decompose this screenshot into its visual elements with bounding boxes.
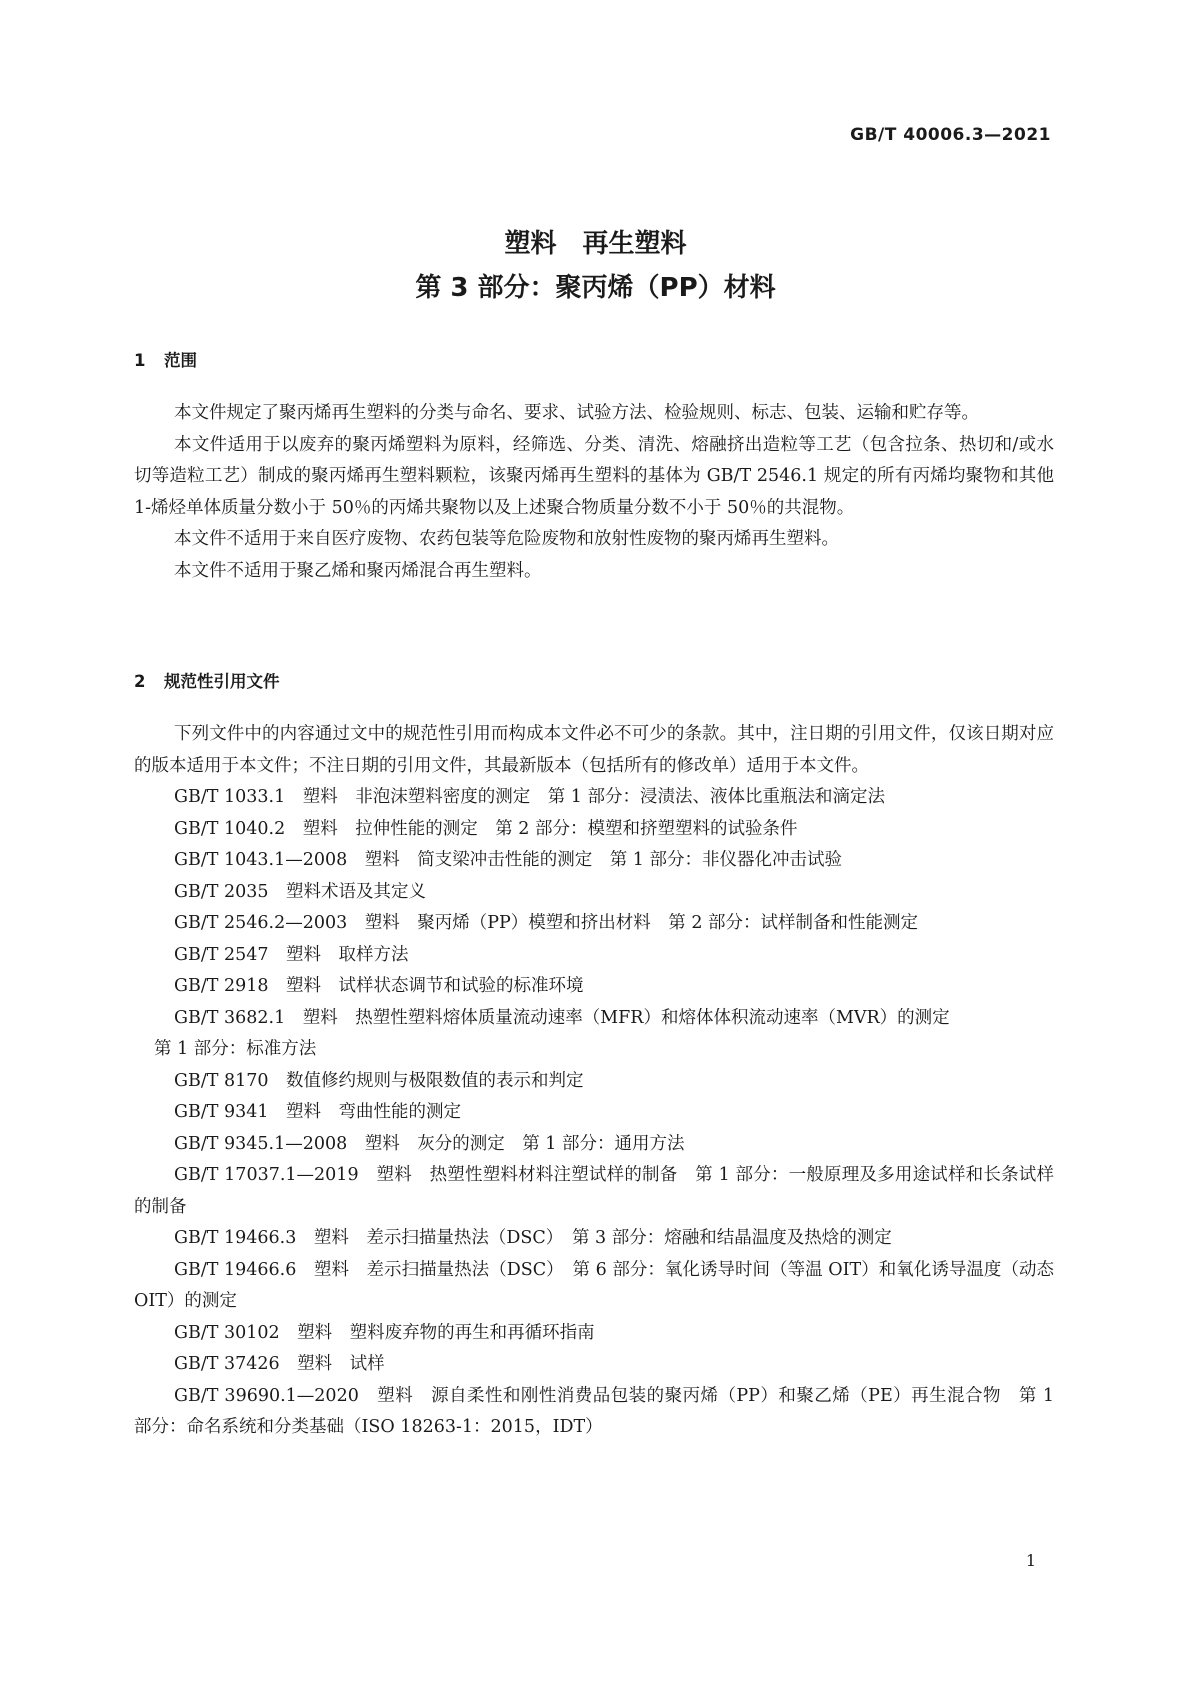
reference-item: GB/T 37426 塑料 试样 [174, 1354, 385, 1374]
reference-item: GB/T 1033.1 塑料 非泡沫塑料密度的测定 第 1 部分：浸渍法、液体比重瓶法和滴定法 [174, 787, 885, 807]
reference-item: GB/T 2918 塑料 试样状态调节和试验的标准环境 [174, 976, 584, 996]
page-number: 1 [1025, 1551, 1036, 1570]
title-line-2: 第 3 部分：聚丙烯（PP）材料 [415, 273, 776, 303]
section-2-heading [134, 668, 280, 692]
reference-item: GB/T 9345.1—2008 塑料 灰分的测定 第 1 部分：通用方法 [174, 1133, 685, 1154]
paragraph: 本文件规定了聚丙烯再生塑料的分类与命名、要求、试验方法、检验规则、标志、包装、运输和贮存等。 [174, 403, 979, 423]
section-title: 规范性引用文件 [164, 672, 280, 691]
reference-item: GB/T 19466.6 塑料 差示扫描量热法（DSC） 第 6 部分：氧化诱导时间（等温 OIT）和氧化诱导温度（动态 OIT）的测定 [134, 1259, 1054, 1311]
paragraph: 本文件不适用于聚乙烯和聚丙烯混合再生塑料。 [174, 560, 542, 581]
reference-item: GB/T 2035 塑料术语及其定义 [174, 881, 427, 902]
section-1-heading [134, 347, 197, 371]
reference-item: GB/T 2547 塑料 取样方法 [174, 944, 409, 965]
reference-item: GB/T 30102 塑料 塑料废弃物的再生和再循环指南 [174, 1322, 595, 1343]
reference-item: GB/T 9341 塑料 弯曲性能的测定 [174, 1102, 462, 1122]
section-1-body [134, 398, 1054, 587]
reference-item: GB/T 8170 数值修约规则与极限数值的表示和判定 [174, 1070, 584, 1091]
reference-item: GB/T 1040.2 塑料 拉伸性能的测定 第 2 部分：模塑和挤塑塑料的试验条件 [174, 818, 798, 839]
reference-item: GB/T 3682.1 塑料 热塑性塑料熔体质量流动速率（MFR）和熔体体积流动速率（MVR）的测定 [174, 1007, 950, 1028]
reference-item: GB/T 1043.1—2008 塑料 简支梁冲击性能的测定 第 1 部分：非仪器化冲击试验 [174, 850, 842, 870]
reference-item-continuation: 第 1 部分：标准方法 [154, 1039, 317, 1059]
paragraph: 本文件不适用于来自医疗废物、农药包装等危险废物和放射性废物的聚丙烯再生塑料。 [174, 529, 839, 549]
reference-item: GB/T 2546.2—2003 塑料 聚丙烯（PP）模塑和挤出材料 第 2 部分：试样制备和性能测定 [174, 913, 919, 933]
section-title: 范围 [164, 351, 197, 370]
title-line-1: 塑料 再生塑料 [504, 229, 687, 259]
reference-item: GB/T 17037.1—2019 塑料 热塑性塑料材料注塑试样的制备 第 1 部分：一般原理及多用途试样和长条试样的制备 [134, 1165, 1054, 1217]
document-title [0, 222, 1191, 310]
section-2-body [134, 719, 1054, 1444]
reference-item: GB/T 19466.3 塑料 差示扫描量热法（DSC） 第 3 部分：熔融和结晶温度及热焓的测定 [174, 1228, 892, 1248]
section-number: 2 [134, 672, 146, 691]
section-number: 1 [134, 351, 146, 370]
standard-code: GB/T 40006.3—2021 [850, 125, 1051, 145]
paragraph: 下列文件中的内容通过文中的规范性引用而构成本文件必不可少的条款。其中，注日期的引用文件，仅该日期对应的版本适用于本文件；不注日期的引用文件，其最新版本（包括所有的修改单）适用于本文件。 [134, 724, 1054, 776]
paragraph: 本文件适用于以废弃的聚丙烯塑料为原料，经筛选、分类、清洗、熔融挤出造粒等工艺（包含拉条、热切和/或水切等造粒工艺）制成的聚丙烯再生塑料颗粒，该聚丙烯再生塑料的基体为 GB/T 2546.1 规定的所有丙烯均聚物和其他 1-烯烃单体质量分数小于 50％的丙烯共聚物以及上述聚合物质量分数不小于 50％的共混物。 [134, 434, 1054, 518]
reference-item: GB/T 39690.1—2020 塑料 源自柔性和刚性消费品包装的聚丙烯（PP）和聚乙烯（PE）再生混合物 第 1 部分：命名系统和分类基础（ISO 18263-1：2015，IDT） [134, 1385, 1054, 1437]
